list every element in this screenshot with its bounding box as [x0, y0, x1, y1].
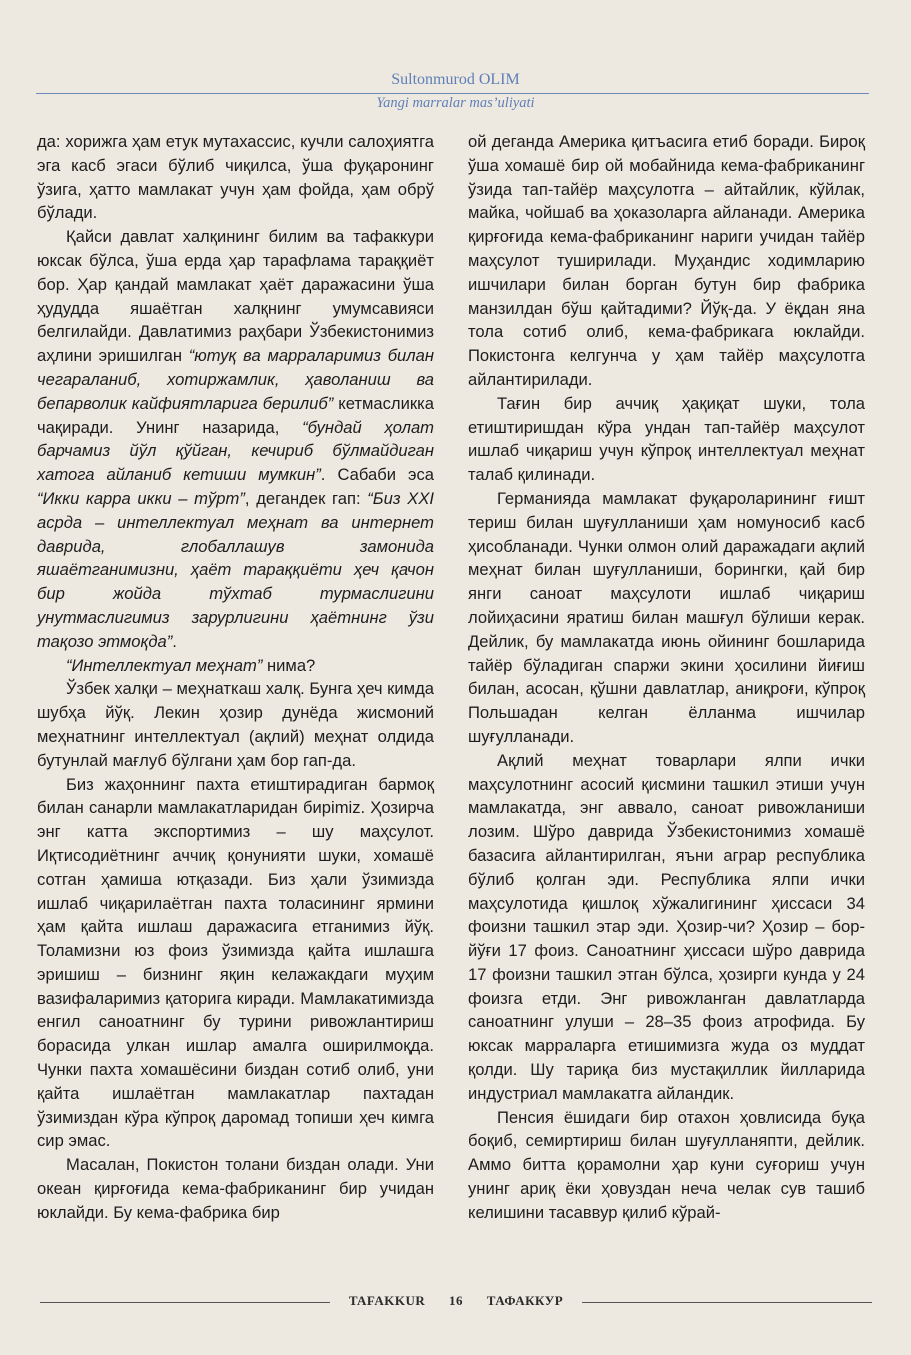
paragraph: да: хорижга ҳам етук мутахассис, кучли салоҳиятга эга касб эгаси бўлиб чиқилса, ўша фуқаронинг ўзига, ҳатто мамлакат учун ҳам фойда, ҳам обрў бўлади.	[37, 132, 434, 223]
paragraph: Тағин бир аччиқ ҳақиқат шуки, тола етиштиришдан кўра ундан тап-тайёр маҳсулот ишлаб чиқариш учун кўпроқ интеллектуал меҳнат талаб қилинади.	[468, 393, 865, 485]
article-subtitle: Yangi marralar mas’uliyati	[376, 95, 535, 111]
footer-rule-right	[582, 1302, 872, 1303]
left-column	[37, 130, 434, 1225]
paragraph: Пенсия ёшидаги бир отахон ҳовлисида буқа боқиб, семиртириш билан шуғулланяпти, дейлик. Аммо битта қорамолни ҳар куни суғориш учун унинг ариқ ёки ҳовуздан неча челак сув ташиб келишини тасаввур қилиб кўрай-	[468, 1107, 865, 1222]
magazine-name-latin: TAFAKKUR	[348, 1293, 426, 1308]
paragraph: Ўзбек халқи – меҳнаткаш халқ. Бунга ҳеч кимда шубҳа йўқ. Лекин ҳозир дунёда жисмоний меҳнатнинг интеллектуал (ақлий) меҳнат олдида бутунлай мағлуб бўлгани ҳам бор гап-да.	[37, 679, 434, 770]
paragraph: ой деганда Америка қитъасига етиб боради. Бироқ ўша хомашё бир ой мобайнида кема-фабриканинг ўзида тап-тайёр маҳсулотга – айтайлик, кўйлак, майка, чойшаб ва ҳоказоларга айланади. Америка қирғоғида кема-фабриканинг нариги учидан тайёр маҳсулот туширилади. Муҳандис ходимларию ишчилари билан борган бутун бир фабрика манзилдан бўш қайтадими? Йўқ-да. У ёқдан яна тола сотиб олиб, кема-фабрикага юклайди. Покистонга келгунча у ҳам тайёр маҳсулотга айлантирилади.	[468, 132, 865, 389]
page-footer	[40, 1292, 872, 1312]
paragraph: “Интеллектуал меҳнат” нима?	[66, 655, 316, 675]
page-number: 16	[449, 1293, 464, 1308]
author-name: Sultonmurod OLIM	[391, 71, 520, 88]
running-header	[0, 70, 911, 90]
quote: “бундай ҳолат барчамиз йўл қўйган, кечириб бўлмайдиган хатога айланиб кетиши мумкин”	[37, 417, 434, 485]
footer-text	[40, 1293, 872, 1309]
quote: “Икки карра икки – тўрт”	[37, 488, 245, 508]
paragraph: Биз жаҳоннинг пахта етиштирадиган бармоқ билан санарли мамлакатларидан бирimiz. Ҳозирча энг катта экспортимиз – шу маҳсулот. Иқтисодиётнинг аччиқ қонунияти шуки, хомашё сотган ҳамиша ютқазади. Биз ҳали ўзимизда ишлаб чиқарилаётган пахта толасининг ярмини ҳам қайта ишлаш даражасига етганимиз йўқ. Толамизни юз фоиз ўзимизда қайта ишлашга эришиш – бизнинг яқин келажакдаги муҳим вазифаларимиз қаторига киради. Мамлакатимизда енгил саноатнинг бу турини ривожлантириш борасида улкан ишлар амалга оширилмоқда. Чунки пахта хомашёсини биздан сотиб олиб, уни қайта ишлаётган мамлакатлар пахтадан ўзимиздан кўра кўпроқ даромад топиши ҳеч кимга сир эмас.	[37, 774, 434, 1151]
quote: “Биз XXI асрда – интеллектуал меҳнат ва интернет даврида, глобаллашув замонида яшаётганимизни, ҳаёт тараққиёти ҳеч қачон бир жойда тўхтаб турмаслигини унутмаслигимиз зарурлигини ҳаётнинг ўзи тақозо этмоқда”	[37, 488, 434, 651]
paragraph: Ақлий меҳнат товарлари ялпи ички маҳсулотнинг асосий қисмини ташкил этиши учун мамлакатда, энг аввало, саноат ривожланиши лозим. Шўро даврида Ўзбекистонимиз хомашё базасига айлантирилган, яъни аграр республика бўлиб қолган эди. Республика ялпи ички маҳсулотида қишлоқ хўжалигининг ҳиссаси 34 фоизни ташкил этар эди. Ҳозир-чи? Ҳозир – бор-йўғи 17 фоиз. Саноатнинг ҳиссаси шўро даврида 17 фоизни ташкил этган бўлса, ҳозирги кунда у 24 фоизга етди. Энг ривожланган давлатларда саноатнинг улуши – 28–35 фоиз атрофида. Бу юксак марраларга етишимизга жуда оз муддат қолди. Шу тариқа биз мустақиллик йилларида индустриал мамлакатга айландик.	[468, 750, 865, 1103]
right-column	[468, 130, 865, 1225]
quote: “Интеллектуал меҳнат”	[66, 655, 263, 675]
paragraph: Германияда мамлакат фуқароларининг ғишт териш билан шуғулланиши ҳам номуносиб касб ҳисобланади. Чунки олмон олий даражадаги ақлий меҳнат билан шуғулланиши, борингки, қай бир янги саноат маҳсулоти ишлаб чиқариш лойиҳасини яратиш билан машғул бўлиши керак. Дейлик, бу мамлакатда июнь ойининг бошларида тайёр бўладиган спаржи экини ҳосилини йиғиш билан, асосан, қўшни давлатлар, аниқроғи, кўпроқ Польшадан келган ёлланма ишчилар шуғулланади.	[468, 488, 865, 746]
paragraph: Масалан, Покистон толани биздан олади. Уни океан қирғоғида кема-фабриканинг бир учидан юклайди. Бу кема-фабрика бир	[37, 1155, 434, 1222]
quote: “ютуқ ва марраларимиз билан чегараланиб, хотиржамлик, ҳаволаниш ва бепарволик кайфиятларига берилиб”	[37, 346, 434, 413]
magazine-name-cyrillic: ТАФАККУР	[486, 1293, 564, 1308]
paragraph: Қайси давлат халқининг билим ва тафаккури юксак бўлса, ўша ерда ҳар тарафлама тараққиёт бор. Ҳар қандай мамлакат ҳаёт даражасини ўша ҳудудда яшаётган халқнинг умумсавияси белгилайди. Давлатимиз раҳбари Ўзбекистонимиз аҳлини эришилган “ютуқ ва марраларимиз билан чегараланиб, хотиржамлик, ҳаволаниш ва бепарволик кайфиятларига берилиб” кетмасликка чақиради. Унинг назарида, “бундай ҳолат барчамиз йўл қўйган, кечириб бўлмайдиган хатога айланиб кетиши мумкин”. Сабаби эса “Икки карра икки – тўрт”, дегандек гап: “Биз XXI асрда – интеллектуал меҳнат ва интернет даврида, глобаллашув замонида яшаётганимизни, ҳаёт тараққиёти ҳеч қачон бир жойда тўхтаб турмаслигини унутмаслигимиз зарурлигини ҳаётнинг ўзи тақозо этмоқда”.	[37, 227, 434, 651]
